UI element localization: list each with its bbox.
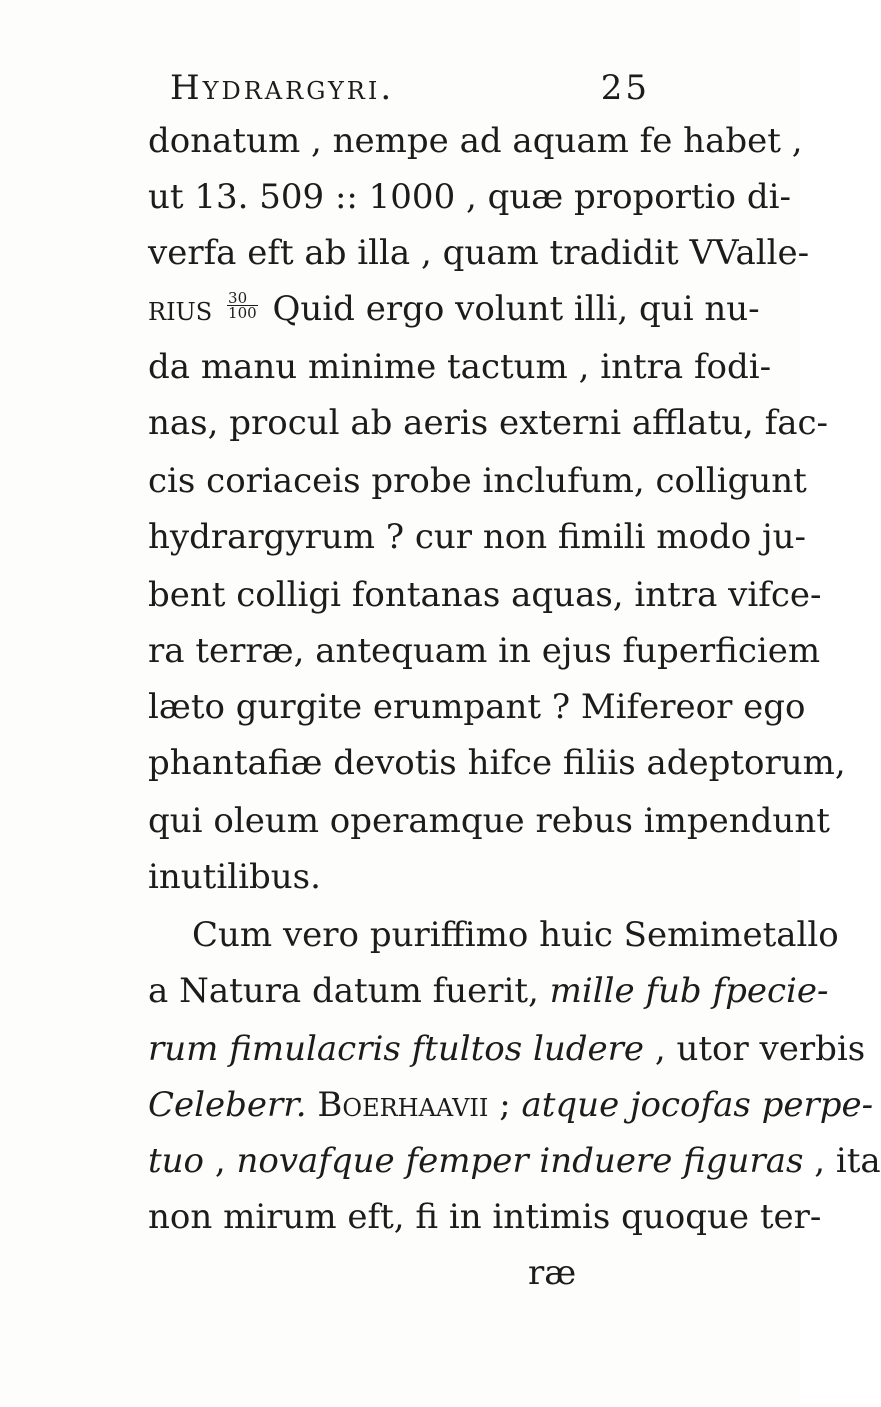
text-line-15: Cum vero puriffimo huic Semimetallo <box>192 915 839 955</box>
text-line-12: phantafiæ devotis hifce filiis adeptorum, <box>148 743 846 783</box>
text-line-19-punct: , <box>214 1141 226 1181</box>
text-line-6: nas, procul ab aeris externi afflatu, fac- <box>148 403 828 443</box>
text-line-17-b: , utor verbis <box>654 1029 866 1069</box>
fraction-denominator: 100 <box>228 303 257 322</box>
text-line-16-a: a Natura datum fuerit, <box>148 971 539 1011</box>
text-line-2: ut 13. 509 :: 1000 , quæ proportio di- <box>148 177 791 217</box>
text-line-9: bent colligi fontanas aquas, intra vifce- <box>148 575 822 615</box>
text-line-3: verfa eft ab illa , quam tradidit VValle- <box>148 233 810 273</box>
text-line-19-b: , ita <box>814 1141 881 1181</box>
quotation-part-3: atque jocofas perpe- <box>521 1085 874 1125</box>
catchword: ræ <box>528 1253 577 1293</box>
text-line-4-rest: Quid ergo volunt illi, qui nu- <box>272 289 760 329</box>
page-number: 25 <box>600 68 650 108</box>
text-line-18-punct: ; <box>499 1085 511 1125</box>
fraction <box>227 288 258 322</box>
epithet: Celeberr. <box>148 1085 307 1125</box>
quotation-part-2: rum fimulacris ftultos ludere <box>148 1029 645 1069</box>
quotation-part-1: mille fub fpecie- <box>549 971 829 1011</box>
text-line-1: donatum , nempe ad aquam fe habet , <box>148 121 803 161</box>
text-line-19 <box>148 1134 881 1188</box>
author-name: Boerhaavii <box>317 1085 489 1125</box>
text-line-10: ra terræ, antequam in ejus fuperficiem <box>148 631 821 671</box>
text-line-18 <box>148 1078 874 1132</box>
text-line-11: læto gurgite erumpant ? Mifereor ego <box>148 687 806 727</box>
quotation-part-4: tuo <box>148 1141 205 1181</box>
text-line-20: non mirum eft, fi in intimis quoque ter- <box>148 1197 822 1237</box>
running-header <box>170 68 650 118</box>
text-line-7: cis coriaceis probe inclufum, colligunt <box>148 461 807 501</box>
quotation-part-5: novafque femper induere figuras <box>236 1141 804 1181</box>
text-line-8: hydrargyrum ? cur non fimili modo ju- <box>148 517 806 557</box>
text-line-17 <box>148 1022 866 1076</box>
text-line-13: qui oleum operamque rebus impendunt <box>148 801 830 841</box>
text-line-4 <box>148 282 760 336</box>
fraction-numerator: 30 <box>227 291 258 306</box>
text-line-5: da manu minime tactum , intra fodi- <box>148 347 772 387</box>
text-line-16 <box>148 964 829 1018</box>
author-name-end: rius <box>148 289 213 329</box>
running-title: Hydrargyri. <box>170 68 395 108</box>
text-line-14: inutilibus. <box>148 857 321 897</box>
